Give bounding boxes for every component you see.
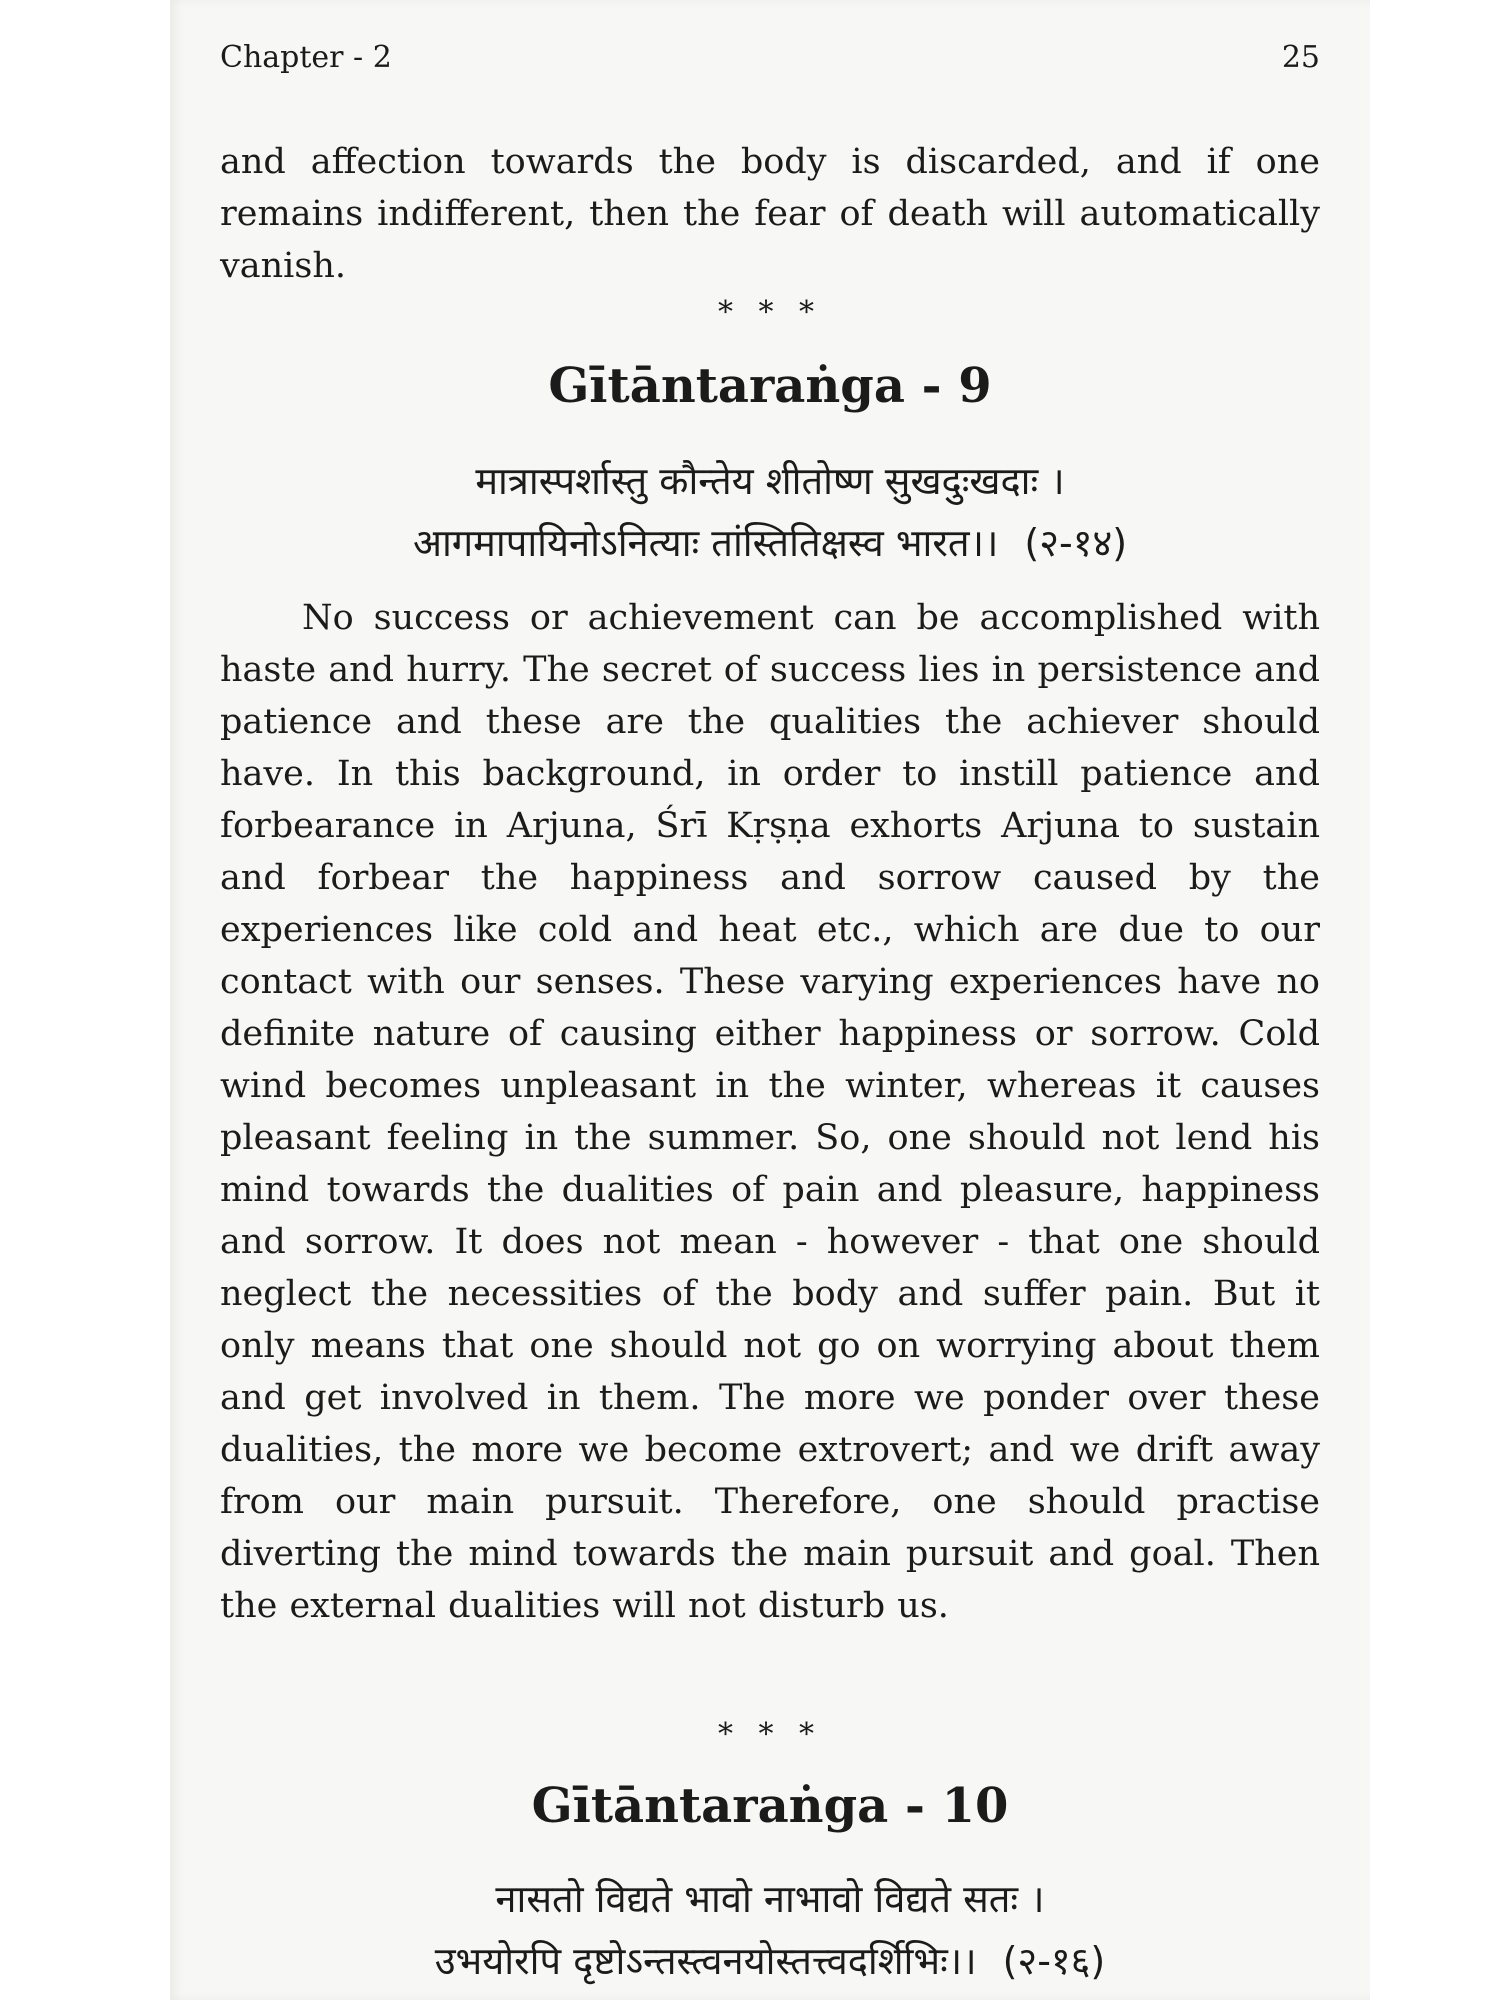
verse-10-line-1 [220, 1868, 1320, 1930]
verse-9-line-1 [220, 450, 1320, 512]
verse-9 [220, 450, 1320, 574]
page-number: 25 [1281, 40, 1320, 75]
section-separator: * * * [717, 295, 823, 330]
intro-text: and affection towards the body is discarded, and if one remains indifferent, then the fear of death will automatically vanish. [220, 142, 1320, 286]
verse-9-line-2-text: आगमापायिनोऽनित्याः तांस्तितिक्षस्व भारत।। [412, 521, 999, 565]
verse-10-line-2-text: उभयोरपि दृष्टोऽन्तस्त्वनयोस्तत्त्वदर्शिभिः।। [434, 1939, 977, 1983]
commentary-9-text: No success or achievement can be accomplished with haste and hurry. The secret of success lies in persistence and patience and these are the qualities the achiever should have. In this background, in order to instill patience and forbearance in Arjuna, Śrī Kṛṣṇa exhorts Arjuna to sustain and forbear the happiness and sorrow caused by the experiences like cold and heat etc., which are due to our contact with our senses. These varying experiences have no definite nature of causing either happiness or sorrow. Cold wind becomes unpleasant in the winter, whereas it causes pleasant feeling in the summer. So, one should not lend his mind towards the dualities of pain and pleasure, happiness and sorrow. It does not mean - however - that one should neglect the necessities of the body and suffer pain. But it only means that one should not go on worrying about them and get involved in them. The more we ponder over these dualities, the more we become extrovert; and we drift away from our main pursuit. Therefore, one should practise diverting the mind towards the main pursuit and goal. Then the external dualities will not disturb us. [220, 598, 1320, 1626]
page-content [220, 0, 1320, 2000]
verse-10 [220, 1868, 1320, 1992]
section-title-9: Gītāntaraṅga - 9 [548, 358, 992, 414]
section-title-10: Gītāntaraṅga - 10 [531, 1778, 1009, 1834]
verse-10-line-2 [220, 1930, 1320, 1992]
intro-paragraph [220, 136, 1320, 292]
verse-10-line-1-text: नासतो विद्यते भावो नाभावो विद्यते सतः । [495, 1877, 1045, 1921]
book-page [170, 0, 1370, 2000]
verse-9-reference: (२-१४) [1024, 521, 1128, 565]
verse-10-reference: (२-१६) [1002, 1939, 1106, 1983]
verse-9-line-2 [220, 512, 1320, 574]
verse-9-line-1-text: मात्रास्पर्शास्तु कौन्तेय शीतोष्ण सुखदुःखदाः । [475, 459, 1065, 503]
section-separator-2: * * * [717, 1717, 823, 1752]
commentary-9 [220, 592, 1320, 1632]
chapter-label: Chapter - 2 [220, 40, 392, 75]
